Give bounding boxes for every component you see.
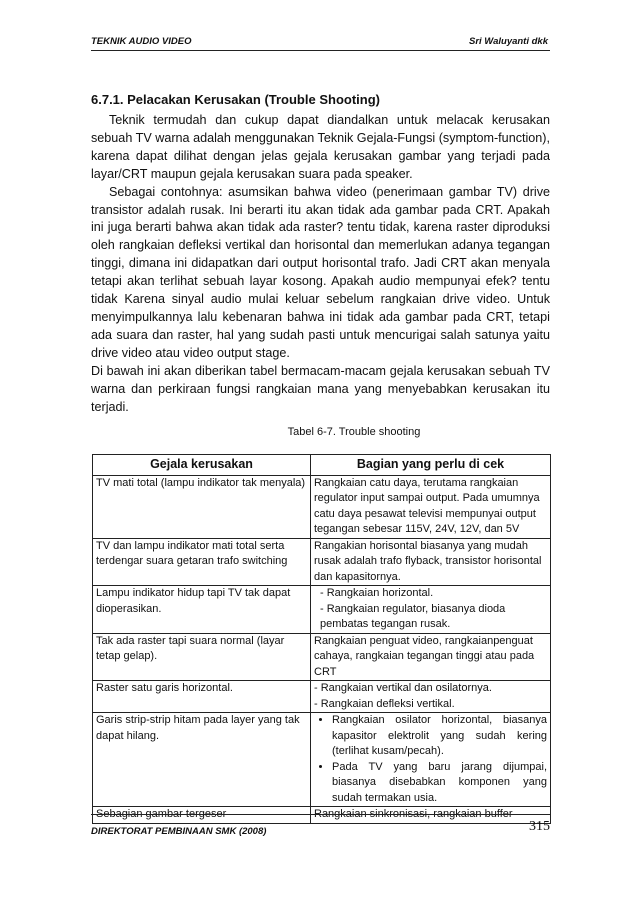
symptom-cell: Tak ada raster tapi suara normal (layar tetap gelap).: [93, 633, 311, 681]
check-cell: [311, 681, 551, 713]
check-cell: Rangakian horisontal biasanya yang mudah rusak adalah trafo flyback, transistor horisontal dan kapasitornya.: [311, 538, 551, 586]
section-title: 6.7.1. Pelacakan Kerusakan (Trouble Shooting): [91, 92, 380, 107]
symptom-cell: Sebagian gambar tergeser: [93, 807, 311, 824]
table-row: [93, 681, 551, 713]
table-caption: Tabel 6-7. Trouble shooting: [287, 426, 421, 438]
footer-left: DIREKTORAT PEMBINAAN SMK (2008): [91, 826, 267, 837]
table-row: [93, 713, 551, 807]
table-row: [93, 475, 551, 538]
symptom-cell: TV dan lampu indikator mati total serta terdengar suara getaran trafo switching: [93, 538, 311, 586]
check-line: - Rangkaian vertikal dan osilatornya.: [314, 682, 492, 694]
body-text: [91, 112, 550, 416]
column-header: Gejala kerusakan: [93, 455, 311, 476]
trouble-table: [92, 454, 551, 824]
check-line: - Rangkaian regulator, biasanya dioda pembatas tegangan rusak.: [320, 602, 506, 630]
paragraph: Teknik termudah dan cukup dapat diandalkan untuk melacak kerusakan sebuah TV warna adalah menggunakan Teknik Gejala-Fungsi (symptom-function), karena dapat dilihat dengan jelas gejala kerusakan gambar yang terjadi pada layar/CRT maupun gejala kerusakan suara pada speaker.: [91, 113, 550, 181]
page-number: 315: [529, 819, 550, 834]
check-line: - Rangkaian horizontal.: [320, 587, 434, 599]
check-line: - Rangkaian defleksi vertikal.: [314, 697, 455, 710]
header-rule: [91, 50, 550, 51]
check-bullet: • Rangkaian osilator horizontal, biasanya kapasitor elektrolit yang sudah kering (terlihat kusam/pecah).: [332, 713, 547, 760]
table-row: [93, 586, 551, 634]
paragraph: Sebagai contohnya: asumsikan bahwa video (penerimaan gambar TV) drive transistor adalah rusak. Ini berarti itu akan tidak ada gambar pada CRT. Apakah ini juga berarti bahwa akan tidak ada raster? tentu tidak, karena raster diproduksi oleh rangkaian defleksi vertikal dan horisontal dan memerlukan adanya tegangan tinggi, dimana ini didapatkan dari output horisontal trafo. Jadi CRT akan menyala tetapi akan terlihat sebuah layar kosong. Apakah audio mempunyai efek? tentu tidak Karena sinyal audio mulai keluar sebelum rangkaian drive video. Untuk menyimpulkannya lalu kebenaran bahwa ini tidak ada gambar pada CRT, tetapi ada suara dan raster, hal yang sudah pasti untuk mencurigai salah satunya yaitu drive video atau video output stage.: [91, 184, 550, 360]
symptom-cell: TV mati total (lampu indikator tak menyala): [93, 475, 311, 538]
table-header-row: [93, 455, 551, 476]
check-cell: Rangkaian sinkronisasi, rangkaian buffer: [311, 807, 551, 824]
symptom-cell: Lampu indikator hidup tapi TV tak dapat dioperasikan.: [93, 586, 311, 634]
footer-rule: [91, 814, 550, 815]
check-bullet: • Pada TV yang baru jarang dijumpai, biasanya disebabkan komponen yang sudah termakan usia.: [332, 760, 547, 807]
check-cell: Rangkaian catu daya, terutama rangkaian regulator input sampai output. Pada umumnya catu daya pesawat televisi mempunyai output tegangan sebesar 115V, 24V, 12V, dan 5V: [311, 475, 551, 538]
symptom-cell: Raster satu garis horizontal.: [93, 681, 311, 713]
check-bullets: [314, 713, 547, 806]
column-header: Bagian yang perlu di cek: [311, 455, 551, 476]
header-right: Sri Waluyanti dkk: [468, 36, 548, 47]
page-header: [91, 36, 550, 47]
check-cell: [311, 713, 551, 807]
header-left: TEKNIK AUDIO VIDEO: [91, 36, 192, 47]
paragraph: Di bawah ini akan diberikan tabel bermacam-macam gejala kerusakan sebuah TV warna dan perkiraan fungsi rangkaian mana yang menyebabkan kerusakan itu terjadi.: [91, 363, 550, 414]
check-cell: Rangkaian penguat video, rangkaianpenguat cahaya, rangkaian tegangan tinggi atau pada CRT: [311, 633, 551, 681]
table-row: [93, 538, 551, 586]
table-row: [93, 633, 551, 681]
check-cell: [311, 586, 551, 634]
symptom-cell: Garis strip-strip hitam pada layer yang tak dapat hilang.: [93, 713, 311, 807]
